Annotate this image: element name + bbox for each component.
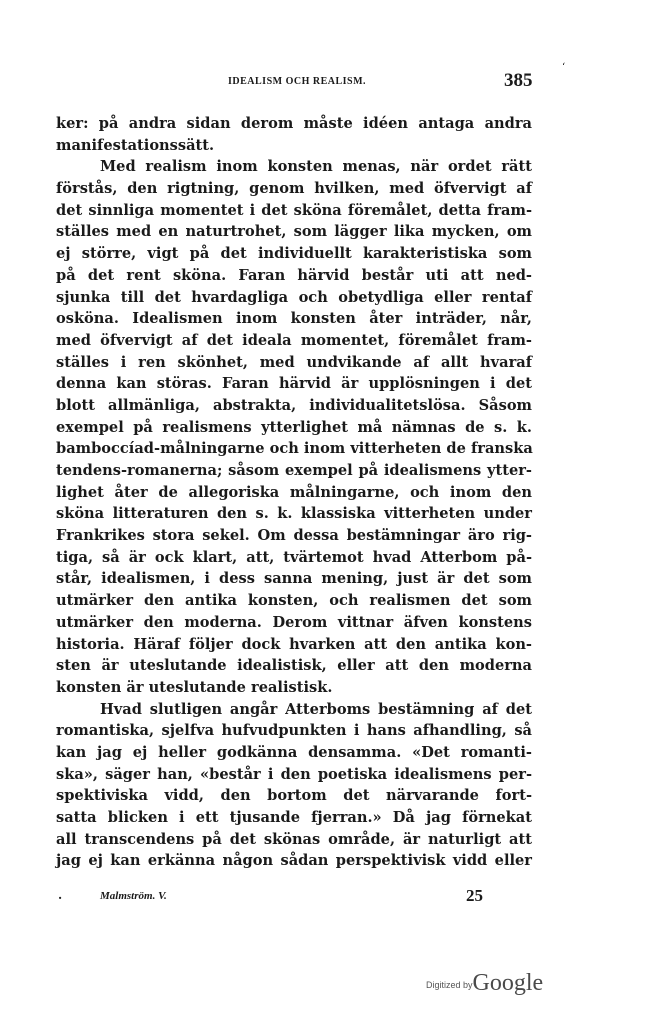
text-line: förstås, den rigtning, genom hvilken, med öfvervigt af [56,180,532,198]
text-line: osköna. Idealismen inom konsten åter inträder, når, [56,310,532,328]
text-line: Hvad slutligen angår Atterboms bestämning af det [100,700,532,718]
text-line: sköna litteraturen den s. k. klassiska vitterheten under [56,505,532,523]
running-head: IDEALISM OCH REALISM. [228,76,367,87]
text-line: romantiska, sjelfva hufvudpunkten i hans afhandling, så [56,722,532,740]
text-line: spektiviska vidd, den bortom det närvarande fort- [56,787,532,805]
text-line: det sinnliga momentet i det sköna föremålet, detta fram- [56,201,532,219]
page-footer [0,888,648,908]
text-line: sjunka till det hvardagliga och obetydliga eller rentaf [56,288,532,306]
text-line: på det rent sköna. Faran härvid består uti att ned- [56,266,532,284]
text-line: ställes med en naturtrohet, som lägger lika mycken, om [56,223,532,241]
text-line: exempel på realismens ytterlighet må nämnas de s. k. [56,418,532,436]
body-text [56,113,532,872]
text-line: tiga, så är ock klart, att, tvärtemot hvad Atterbom på- [56,548,532,566]
text-line: ej större, vigt på det individuellt karakteristiska som [56,245,532,263]
text-line: denna kan störas. Faran härvid är upplösningen i det [56,375,532,393]
text-line: tendens-romanerna; såsom exempel på idealismens ytter- [56,462,532,479]
text-line: jag ej kan erkänna någon sådan perspektivisk vidd eller [56,852,532,870]
text-line: ker: på andra sidan derom måste idéen antaga andra [56,115,532,132]
text-line: manifestationssätt. [56,136,215,154]
text-line: Frankrikes stora sekel. Om dessa bestämningar äro rig- [56,527,532,545]
google-logo: Google [472,970,544,996]
text-line: kan jag ej heller godkänna densamma. «Det romanti- [56,743,532,761]
corner-mark: ʻ [562,62,566,73]
text-line: utmärker den moderna. Derom vittnar äfven konstens [56,613,532,631]
text-line: utmärker den antika konsten, och realismen det som [56,592,532,610]
text-line: all transcendens på det skönas område, är naturligt att [56,830,532,848]
text-line: bamboccíad-målningarne och inom vitterheten de franska [56,440,533,458]
text-line: lighet åter de allegoriska målningarne, och inom den [56,483,532,501]
text-line: ska», säger han, «består i den poetiska idealismens per- [56,765,532,783]
watermark-caption: Digitized by [426,980,473,990]
text-line: står, idealismen, i dess sanna mening, just är det som [56,570,532,588]
digitizer-watermark [426,970,543,997]
page-number: 385 [504,70,533,91]
printer-signature: Malmström. V. [100,890,167,902]
sheet-number: 25 [466,886,483,905]
text-line: sten är uteslutande idealistisk, eller att den moderna [56,657,532,675]
signature-mark: . [58,888,63,902]
text-line: satta blicken i ett tjusande fjerran.» Då jag förnekat [56,809,532,826]
text-line: Med realism inom konsten menas, när ordet rätt [100,158,532,176]
text-line: ställes i ren skönhet, med undvikande af allt hvaraf [56,353,532,371]
text-line: blott allmänliga, abstrakta, individualitetslösa. Såsom [56,396,532,414]
text-line: med öfvervigt af det ideala momentet, föremålet fram- [56,331,532,349]
text-line: konsten är uteslutande realistisk. [56,678,333,696]
text-line: historia. Häraf följer dock hvarken att den antika kon- [56,635,532,653]
